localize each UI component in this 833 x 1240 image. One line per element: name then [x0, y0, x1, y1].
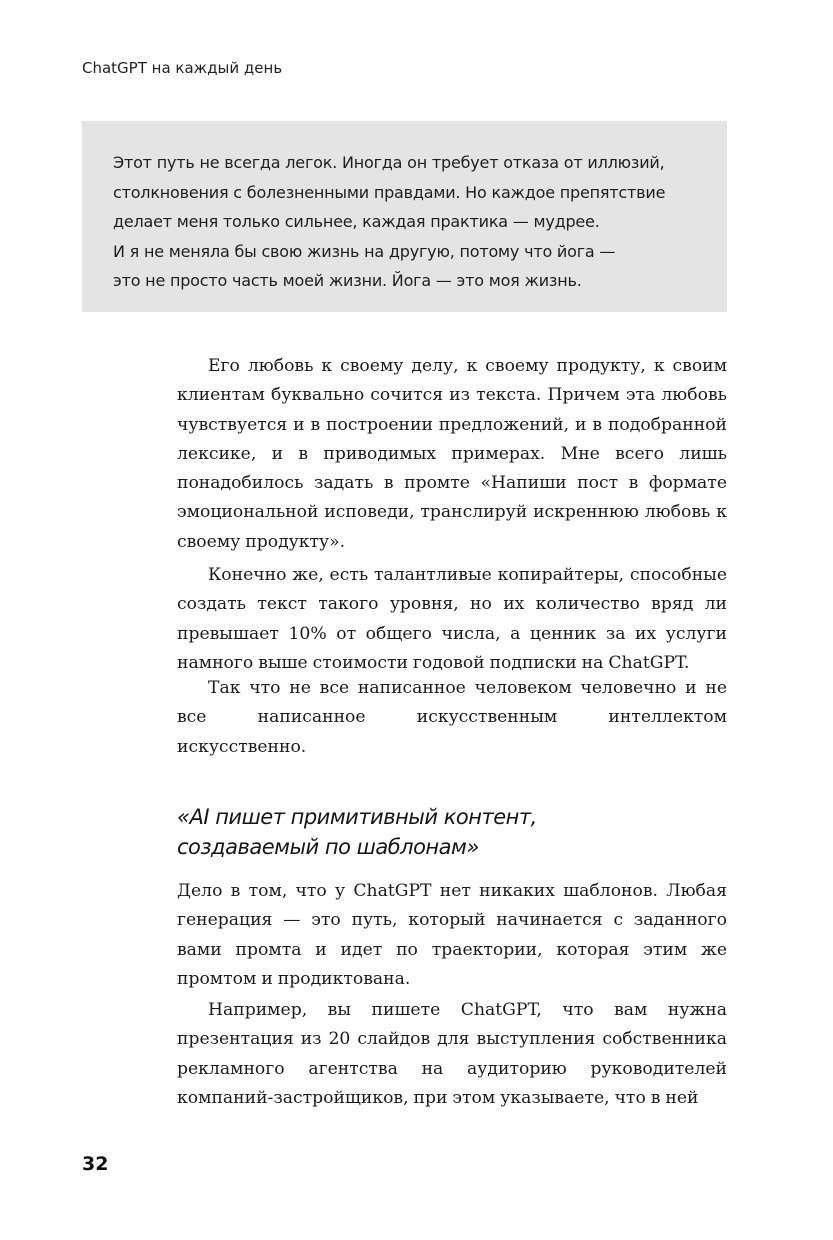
section-paragraph: Дело в том, что у ChatGPT нет никаких шаблонов. Любая генерация — это путь, который начинается с заданного вами промта и идет по траектории, которая этим же промтом и продиктована. [177, 881, 727, 989]
page-number: 32 [82, 1153, 109, 1175]
section-heading [177, 802, 727, 862]
section-paragraph: Например, вы пишете ChatGPT, что вам нужна презентация из 20 слайдов для выступления собственника рекламного агентства на аудиторию руководителей компаний-застройщиков, при этом указываете, что в ней [177, 1000, 727, 1108]
quote-line: делает меня только сильнее, каждая практика — мудрее. [113, 212, 600, 231]
quote-line: это не просто часть моей жизни. Йога — это моя жизнь. [113, 271, 582, 290]
quote-box [82, 121, 727, 312]
quote-line: Этот путь не всегда легок. Иногда он требует отказа от иллюзий, [113, 153, 665, 172]
section-heading-line: создаваемый по шаблонам» [177, 835, 479, 859]
section-heading-line: «AI пишет примитивный контент, [177, 805, 537, 829]
quote-line: столкновения с болезненными правдами. Но каждое препятствие [113, 182, 666, 202]
running-head: ChatGPT на каждый день [82, 59, 283, 77]
body-paragraph: Конечно же, есть талантливые копирайтеры, способные создать текст такого уровня, но их количество вряд ли превышает 10% от общего числа, а ценник за их услуги намного выше стоимости годовой подписки на ChatGPT. [177, 565, 727, 673]
body-paragraph: Его любовь к своему делу, к своему продукту, к своим клиентам буквально сочится из текста. Причем эта любовь чувствуется и в построении предложений, и в подобранной лексике, и в приводимых примерах. Мне всего лишь понадобилось задать в промте «Напиши пост в формате эмоциональной исповеди, транслируй искреннюю любовь к своему продукту». [177, 356, 727, 552]
body-paragraph: Так что не все написанное человеком человечно и не все написанное искусственным интеллектом искусственно. [177, 678, 727, 757]
quote-line: И я не меняла бы свою жизнь на другую, потому что йога — [113, 241, 616, 261]
